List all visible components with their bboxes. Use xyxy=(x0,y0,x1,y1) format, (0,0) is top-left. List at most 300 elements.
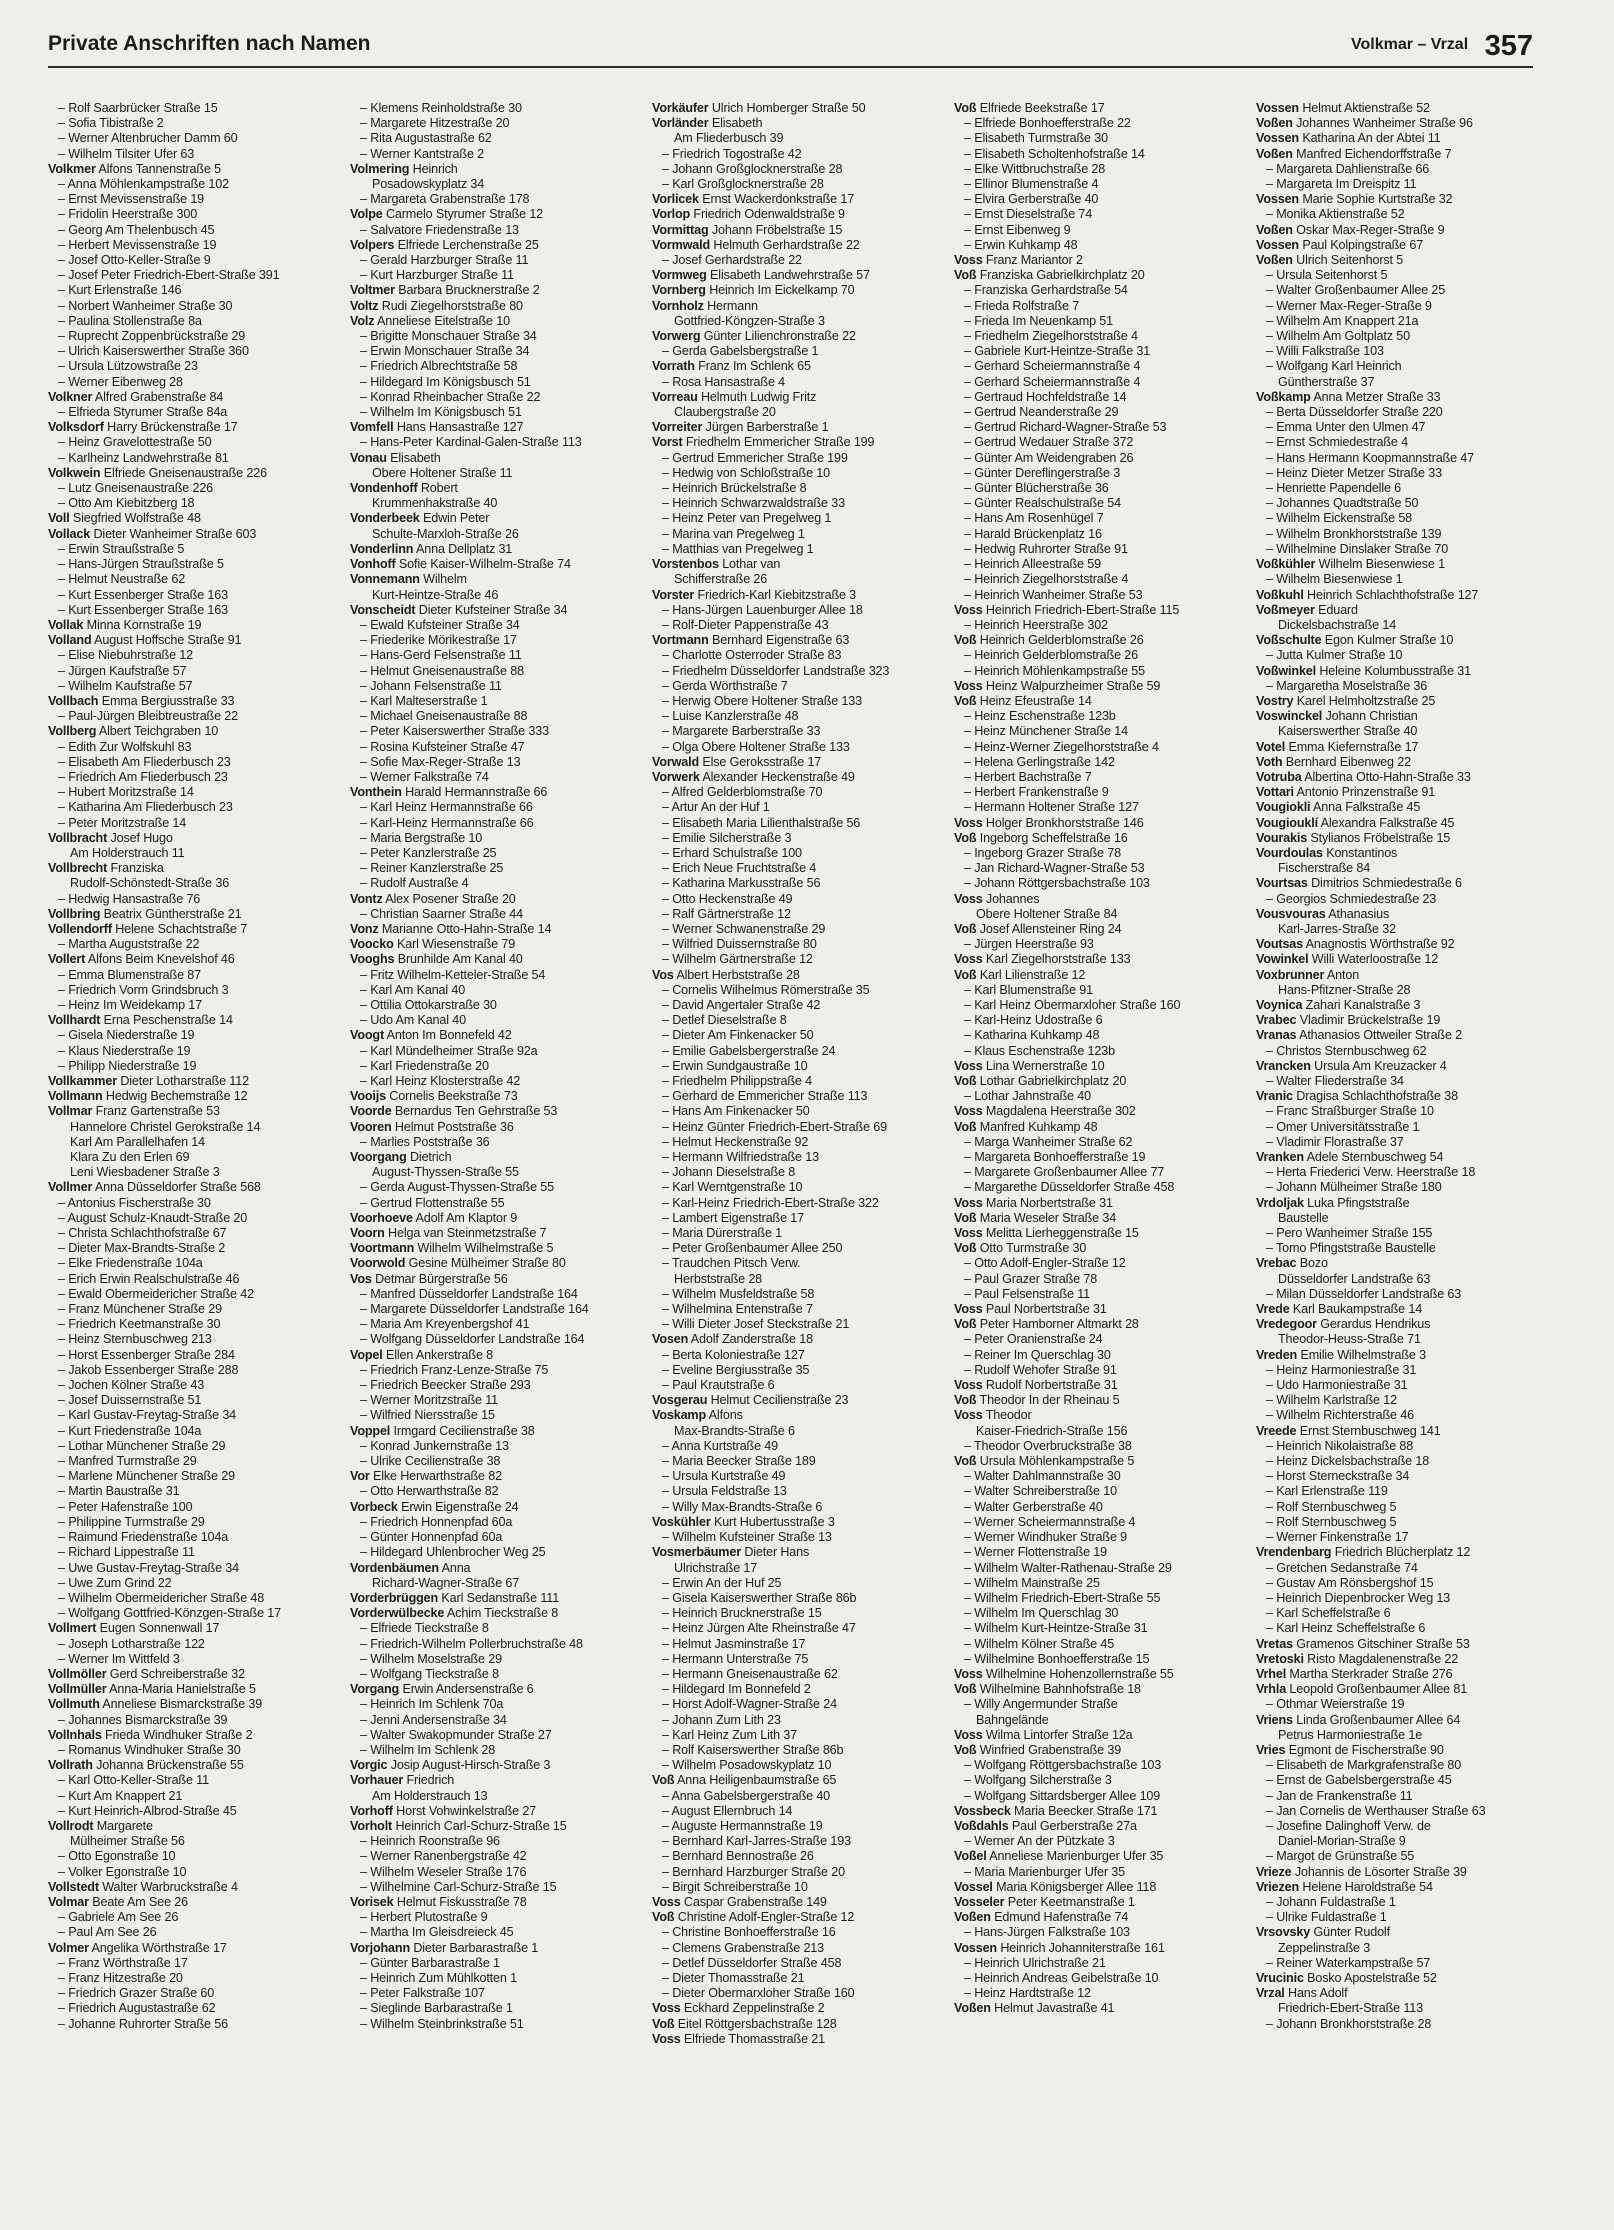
directory-entry: – Antonius Fischerstraße 30 xyxy=(58,1195,211,1210)
directory-entry: Vollak Minna Kornstraße 19 xyxy=(48,617,202,632)
directory-entry: Volmer Angelika Wörthstraße 17 xyxy=(48,1940,227,1955)
directory-entry: – Wilhelm Musfeldstraße 58 xyxy=(662,1286,815,1301)
directory-entry: Voßen Edmund Hafenstraße 74 xyxy=(954,1910,1129,1925)
directory-entry: – Günter Realschulstraße 54 xyxy=(964,496,1121,511)
directory-entry: – Paul Grazer Straße 78 xyxy=(964,1271,1098,1286)
directory-entry: – Karl Am Kanal 40 xyxy=(360,982,466,997)
name-range: Volkmar – Vrzal xyxy=(1351,36,1469,53)
directory-entry: – Friedrich Keetmanstraße 30 xyxy=(58,1317,221,1332)
directory-entry: Claubergstraße 20 xyxy=(674,405,776,420)
directory-entry: – Heinrich Brucknerstraße 15 xyxy=(662,1606,822,1621)
directory-entry: – Helena Gerlingstraße 142 xyxy=(964,754,1115,769)
directory-entry: Vorderbrüggen Karl Sedanstraße 111 xyxy=(350,1590,560,1605)
directory-entry: – Berta Düsseldorfer Straße 220 xyxy=(1266,405,1443,420)
directory-entry: – Gerda Wörthstraße 7 xyxy=(662,678,788,693)
directory-entry: Voss Maria Norbertstraße 31 xyxy=(954,1195,1113,1210)
directory-entry: Vorwald Else Geroksstraße 17 xyxy=(652,754,822,769)
directory-entry: Vrebac Bozo xyxy=(1256,1256,1328,1271)
directory-entry: – Margarete Düsseldorfer Landstraße 164 xyxy=(360,1302,589,1317)
directory-entry: – August Schulz-Knaudt-Straße 20 xyxy=(58,1210,248,1225)
directory-entry: – Heinrich Ulrichstraße 21 xyxy=(964,1955,1106,1970)
directory-entry: – Karl-Heinz Udostraße 6 xyxy=(964,1013,1103,1028)
directory-entry: – Charlotte Osterroder Straße 83 xyxy=(662,648,842,663)
page-header xyxy=(48,22,1533,68)
directory-entry: – Rudolf Austraße 4 xyxy=(360,876,469,891)
directory-entry: – Elvira Gerberstraße 40 xyxy=(964,192,1099,207)
directory-entry: – Karl Heinz Obermarxloher Straße 160 xyxy=(964,997,1181,1012)
directory-entry: – Karl Erlenstraße 119 xyxy=(1266,1484,1388,1499)
directory-entry: – Gabriele Kurt-Heintze-Straße 31 xyxy=(964,344,1151,359)
directory-entry: – Elfrieda Styrumer Straße 84a xyxy=(58,405,228,420)
directory-entry: – Udo Harmoniestraße 31 xyxy=(1266,1378,1408,1393)
directory-entry: Bahngelände xyxy=(976,1712,1049,1727)
directory-entry: – Hermann Holtener Straße 127 xyxy=(964,800,1139,815)
directory-entry: Vottari Antonio Prinzenstraße 91 xyxy=(1256,785,1436,800)
directory-entry: – Heinrich Schwarzwaldstraße 33 xyxy=(662,496,845,511)
directory-entry: – Friedrich Grazer Straße 60 xyxy=(58,1986,215,2001)
directory-entry: – Günter Blücherstraße 36 xyxy=(964,481,1109,496)
directory-entry: – Paul Am See 26 xyxy=(58,1925,157,1940)
directory-entry: Vonthein Harald Hermannstraße 66 xyxy=(350,785,548,800)
directory-entry: Vranas Athanasios Ottweiler Straße 2 xyxy=(1256,1028,1463,1043)
directory-entry: Vonscheidt Dieter Kufsteiner Straße 34 xyxy=(350,602,568,617)
directory-entry: Vourdoulas Konstantinos xyxy=(1256,845,1398,860)
directory-entry: Vooren Helmut Poststraße 36 xyxy=(350,1119,514,1134)
directory-entry: – Olga Obere Holtener Straße 133 xyxy=(662,739,850,754)
directory-entry: – Helmut Jasminstraße 17 xyxy=(662,1636,806,1651)
directory-entry: – Wilhelm Kaufstraße 57 xyxy=(58,678,193,693)
directory-entry: – Klaus Niederstraße 19 xyxy=(58,1043,191,1058)
directory-entry: Posadowskyplatz 34 xyxy=(372,177,485,192)
directory-entry: Voss Wilhelmine Hohenzollernstraße 55 xyxy=(954,1666,1174,1681)
directory-entry: Vorst Friedhelm Emmericher Straße 199 xyxy=(652,435,875,450)
directory-entry: – Johann Zum Lith 23 xyxy=(662,1712,781,1727)
directory-entry: Voss Heinrich Friedrich-Ebert-Straße 115 xyxy=(954,602,1180,617)
directory-entry: Voß Otto Turmstraße 30 xyxy=(954,1241,1087,1256)
directory-entry: Vorkäufer Ulrich Homberger Straße 50 xyxy=(652,101,866,115)
directory-entry: – Friedrich Beecker Straße 293 xyxy=(360,1378,531,1393)
directory-entry: – Erwin Kuhkamp 48 xyxy=(964,237,1078,252)
directory-entry: – Walter Dahlmannstraße 30 xyxy=(964,1469,1121,1484)
directory-entry: Kurt-Heintze-Straße 46 xyxy=(372,587,499,602)
directory-entry: – Wilhelm Steinbrinkstraße 51 xyxy=(360,2016,524,2031)
directory-entry: Vonhoff Sofie Kaiser-Wilhelm-Straße 74 xyxy=(350,557,571,572)
directory-entry: – Wilhelm Am Knappert 21a xyxy=(1266,313,1419,328)
directory-entry: – Wolfgang Silcherstraße 3 xyxy=(964,1773,1112,1788)
directory-entry: – Karl Heinz Klosterstraße 42 xyxy=(360,1074,521,1088)
directory-entry: Vredegoor Gerardus Hendrikus xyxy=(1256,1317,1431,1332)
directory-entry: Voß Josef Allensteiner Ring 24 xyxy=(954,921,1122,936)
directory-entry: Vrieze Johannis de Lösorter Straße 39 xyxy=(1256,1864,1467,1879)
directory-entry: – Ralf Gärtnerstraße 12 xyxy=(662,906,791,921)
directory-entry: – Lothar Münchener Straße 29 xyxy=(58,1438,226,1453)
directory-entry: – Walter Schreiberstraße 10 xyxy=(964,1484,1117,1499)
directory-entry: Voss Holger Bronkhorststraße 146 xyxy=(954,815,1144,830)
directory-entry: Karl Am Parallelhafen 14 xyxy=(70,1134,206,1149)
directory-entry: – Karl Mündelheimer Straße 92a xyxy=(360,1043,538,1058)
directory-entry: Voß Winfried Grabenstraße 39 xyxy=(954,1742,1122,1757)
directory-entry: Voss Magdalena Heerstraße 302 xyxy=(954,1104,1136,1119)
directory-entry: Voß Theodor In der Rheinau 5 xyxy=(954,1393,1120,1408)
directory-entry: Voss Elfriede Thomasstraße 21 xyxy=(652,2031,825,2046)
directory-entry: – Franziska Gerhardstraße 54 xyxy=(964,283,1128,298)
directory-entry: Volpers Elfriede Lerchenstraße 25 xyxy=(350,237,539,252)
directory-entry: Voth Bernhard Eibenweg 22 xyxy=(1256,754,1411,769)
directory-entry: – Georg Am Thelenbusch 45 xyxy=(58,222,215,237)
directory-entry: – Willy Angermunder Straße xyxy=(964,1697,1118,1712)
directory-entry: – Heinz Jürgen Alte Rheinstraße 47 xyxy=(662,1621,856,1636)
directory-entry: – Maria Beecker Straße 189 xyxy=(662,1454,816,1469)
directory-entry: – Theodor Overbruckstraße 38 xyxy=(964,1438,1132,1453)
directory-entry: – Heinrich Diepenbrocker Weg 13 xyxy=(1266,1590,1451,1605)
directory-entry: – Gertraud Hochfeldstraße 14 xyxy=(964,389,1127,404)
directory-entry: Vormittag Johann Fröbelstraße 15 xyxy=(652,222,843,237)
directory-entry: – Herbert Frankenstraße 9 xyxy=(964,785,1109,800)
directory-entry: Vossen Heinrich Johanniterstraße 161 xyxy=(954,1940,1165,1955)
directory-entry: – Paul Felsenstraße 11 xyxy=(964,1286,1090,1301)
directory-entry: – Margarete Großenbaumer Allee 77 xyxy=(964,1165,1165,1180)
directory-entry: – Marlene Münchener Straße 29 xyxy=(58,1469,235,1484)
directory-entry: Richard-Wagner-Straße 67 xyxy=(372,1575,520,1590)
directory-entry: Vorstenbos Lothar van xyxy=(652,557,781,572)
directory-entry: – Kurt Am Knappert 21 xyxy=(58,1788,183,1803)
directory-entry: – Helmut Heckenstraße 92 xyxy=(662,1134,809,1149)
directory-entry: – Wilhelm Karlstraße 12 xyxy=(1266,1393,1397,1408)
directory-entry: – Maria Am Kreyenbergshof 41 xyxy=(360,1317,530,1332)
directory-entry: – Ewald Kufsteiner Straße 34 xyxy=(360,617,520,632)
directory-entry: Vooghs Brunhilde Am Kanal 40 xyxy=(350,952,523,967)
directory-entry: – Emilie Gabelsbergerstraße 24 xyxy=(662,1043,836,1058)
directory-entry: – Erwin Sundgaustraße 10 xyxy=(662,1058,808,1073)
directory-entry: – Paul Krautstraße 6 xyxy=(662,1378,775,1393)
directory-entry: – Otto Heckenstraße 49 xyxy=(662,891,793,906)
directory-entry: Am Holderstrauch 13 xyxy=(372,1788,488,1803)
directory-entry: Voßen Ulrich Seitenhorst 5 xyxy=(1256,253,1404,268)
directory-entry: – Milan Düsseldorfer Landstraße 63 xyxy=(1266,1286,1462,1301)
directory-entry: – Werner Im Wittfeld 3 xyxy=(58,1651,180,1666)
directory-entry: – Detlef Dieselstraße 8 xyxy=(662,1013,787,1028)
directory-entry: Vonnemann Wilhelm xyxy=(350,572,467,587)
directory-entry: – Johann Großglocknerstraße 28 xyxy=(662,161,843,176)
directory-entry: Leni Wiesbadener Straße 3 xyxy=(70,1165,220,1180)
directory-entry: – Karl Gustav-Freytag-Straße 34 xyxy=(58,1408,237,1423)
directory-entry: Vollbrecht Franziska xyxy=(48,861,164,876)
directory-entry: – Ernst Mevissenstraße 19 xyxy=(58,192,205,207)
directory-entry: – Hans-Jürgen Falkstraße 103 xyxy=(964,1925,1130,1940)
directory-entry: – Wilhelm Walter-Rathenau-Straße 29 xyxy=(964,1560,1172,1575)
directory-entry: Voßen Johannes Wanheimer Straße 96 xyxy=(1256,116,1473,131)
directory-entry: – Rudolf Wehofer Straße 91 xyxy=(964,1362,1117,1377)
directory-entry: – Matthias van Pregelweg 1 xyxy=(662,541,814,556)
directory-entry: – Traudchen Pitsch Verw. xyxy=(662,1256,801,1271)
directory-entry: – Ruprecht Zoppenbrückstraße 29 xyxy=(58,329,246,344)
directory-entry: Votel Emma Kiefernstraße 17 xyxy=(1256,739,1419,754)
directory-entry: – Friedrich Honnenpfad 60a xyxy=(360,1514,513,1529)
directory-entry: Kaiserswerther Straße 40 xyxy=(1278,724,1418,739)
directory-entry: – Kurt Friedenstraße 104a xyxy=(58,1423,202,1438)
directory-entry: – Margarete Hitzestraße 20 xyxy=(360,116,510,131)
directory-entry: – Heinz Im Weidekamp 17 xyxy=(58,997,203,1012)
directory-entry: – Elisabeth Turmstraße 30 xyxy=(964,131,1108,146)
directory-entry: Voocko Karl Wiesenstraße 79 xyxy=(350,937,516,952)
directory-entry: – Tomo Pfingststraße Baustelle xyxy=(1266,1241,1436,1256)
directory-entry: – Heinz Münchener Straße 14 xyxy=(964,724,1128,739)
directory-entry: – Gertrud Wedauer Straße 372 xyxy=(964,435,1134,450)
directory-entry: Dickelsbachstraße 14 xyxy=(1278,617,1397,632)
directory-entry: – Manfred Turmstraße 29 xyxy=(58,1454,197,1469)
directory-entry: – Heinz-Werner Ziegelhorststraße 4 xyxy=(964,739,1159,754)
directory-entry: Am Holderstrauch 11 xyxy=(70,845,185,860)
directory-entry: – Heinz Günter Friedrich-Ebert-Straße 69 xyxy=(662,1119,887,1134)
directory-entry: – Uwe Zum Grind 22 xyxy=(58,1575,172,1590)
directory-entry: – Wilhelm Eickenstraße 58 xyxy=(1266,511,1413,526)
directory-entry: Vorwerg Günter Lilienchronstraße 22 xyxy=(652,329,856,344)
directory-entry: Rudolf-Schönstedt-Straße 36 xyxy=(70,876,230,891)
directory-entry: – Wilhelm Richterstraße 46 xyxy=(1266,1408,1414,1423)
directory-entry: – Birgit Schreiberstraße 10 xyxy=(662,1879,808,1894)
directory-entry: Vorlicek Ernst Wackerdonkstraße 17 xyxy=(652,192,855,207)
directory-entry: – Kurt Heinrich-Albrod-Straße 45 xyxy=(58,1803,237,1818)
directory-entry: Voskühler Kurt Hubertusstraße 3 xyxy=(652,1514,835,1529)
directory-entry: Ulrichstraße 17 xyxy=(674,1560,758,1575)
directory-entry: Vreede Ernst Sternbuschweg 141 xyxy=(1256,1423,1441,1438)
directory-entry: Voßmeyer Eduard xyxy=(1256,602,1358,617)
directory-entry: – Ellinor Blumenstraße 4 xyxy=(964,177,1099,192)
directory-entry: – Kurt Erlenstraße 146 xyxy=(58,283,182,298)
directory-entry: – Heinz Dickelsbachstraße 18 xyxy=(1266,1454,1430,1469)
directory-entry: Vornholz Hermann xyxy=(652,298,758,313)
directory-entry: – Berta Koloniestraße 127 xyxy=(662,1347,805,1362)
directory-entry: – Herta Friederici Verw. Heerstraße 18 xyxy=(1266,1165,1476,1180)
directory-entry: – Harald Brückenplatz 16 xyxy=(964,526,1102,541)
directory-entry: – Ernst Dieselstraße 74 xyxy=(964,207,1093,222)
directory-entry: Voynica Zahari Kanalstraße 3 xyxy=(1256,997,1421,1012)
directory-entry: – Maria Dürerstraße 1 xyxy=(662,1226,783,1241)
directory-entry: – Herbert Mevissenstraße 19 xyxy=(58,237,217,252)
directory-entry: Voorn Helga van Steinmetzstraße 7 xyxy=(350,1226,547,1241)
directory-entry: Voß Heinrich Gelderblomstraße 26 xyxy=(954,633,1144,648)
directory-entry: – Ernst de Gabelsbergerstraße 45 xyxy=(1266,1773,1452,1788)
directory-entry: Vossel Maria Königsberger Allee 118 xyxy=(954,1879,1157,1894)
directory-entry: – Heinrich Heerstraße 302 xyxy=(964,617,1108,632)
directory-entry: Voskamp Alfons xyxy=(652,1408,743,1423)
directory-entry: – Sofie Max-Reger-Straße 13 xyxy=(360,754,521,769)
directory-entry: Vopel Ellen Ankerstraße 8 xyxy=(350,1347,494,1362)
directory-entry: – Horst Sterneckstraße 34 xyxy=(1266,1469,1410,1484)
directory-entry: – Jakob Essenberger Straße 288 xyxy=(58,1362,239,1377)
directory-entry: – Heinrich Wanheimer Straße 53 xyxy=(964,587,1143,602)
directory-entry: Voßschulte Egon Kulmer Straße 10 xyxy=(1256,633,1454,648)
directory-entry: Düsseldorfer Landstraße 63 xyxy=(1278,1271,1431,1286)
directory-entry: Vriens Linda Großenbaumer Allee 64 xyxy=(1256,1712,1461,1727)
directory-entry: – Gerda August-Thyssen-Straße 55 xyxy=(360,1180,555,1195)
directory-entry: Vougiouklí Alexandra Falkstraße 45 xyxy=(1256,815,1455,830)
directory-entry: – Jochen Kölner Straße 43 xyxy=(58,1378,205,1393)
directory-entry: – Karl Otto-Keller-Straße 11 xyxy=(58,1773,209,1788)
directory-entry: Voßen Manfred Eichendorffstraße 7 xyxy=(1256,146,1452,161)
directory-entry: Vousvouras Athanasius xyxy=(1256,906,1390,921)
directory-entry: – David Angertaler Straße 42 xyxy=(662,997,821,1012)
directory-entry: – Werner Altenbrucher Damm 60 xyxy=(58,131,238,146)
directory-entry: Vrhla Leopold Großenbaumer Allee 81 xyxy=(1256,1682,1468,1697)
directory-entry: – Wilhelm Biesenwiese 1 xyxy=(1266,572,1403,587)
directory-entry: Vorisek Helmut Fiskusstraße 78 xyxy=(350,1894,527,1909)
directory-entry: – Brigitte Monschauer Straße 34 xyxy=(360,329,537,344)
directory-entry: Krummenhakstraße 40 xyxy=(372,496,498,511)
directory-entry: – Margareta Im Dreispitz 11 xyxy=(1266,177,1417,192)
directory-entry: – Wilhelm Kurt-Heintze-Straße 31 xyxy=(964,1621,1148,1636)
directory-entry: – Christian Saarner Straße 44 xyxy=(360,906,523,921)
directory-entry: – Sieglinde Barbarastraße 1 xyxy=(360,2001,513,2016)
directory-entry: – Werner Falkstraße 74 xyxy=(360,769,489,784)
directory-entry: – Günter Am Weidengraben 26 xyxy=(964,450,1134,465)
directory-entry: – Frieda Im Neuenkamp 51 xyxy=(964,313,1114,328)
directory-entry: – Gretchen Sedanstraße 74 xyxy=(1266,1560,1418,1575)
directory-entry: Voss Karl Ziegelhorststraße 133 xyxy=(954,952,1131,967)
directory-entry: – Klaus Eschenstraße 123b xyxy=(964,1043,1115,1058)
directory-entry: – Henriette Papendelle 6 xyxy=(1266,481,1402,496)
directory-entry: – Detlef Düsseldorfer Straße 458 xyxy=(662,1955,842,1970)
directory-entry: Vollmüller Anna-Maria Hanielstraße 5 xyxy=(48,1682,256,1697)
directory-entry: – Jan Richard-Wagner-Straße 53 xyxy=(964,861,1145,876)
directory-entry: – Johanne Ruhrorter Straße 56 xyxy=(58,2016,228,2031)
directory-entry: Voßdahls Paul Gerberstraße 27a xyxy=(954,1818,1137,1833)
directory-entry: – Franz Hitzestraße 20 xyxy=(58,1970,183,1985)
directory-entry: Voorde Bernardus Ten Gehrstraße 53 xyxy=(350,1104,558,1119)
directory-entry: – Clemens Grabenstraße 213 xyxy=(662,1940,825,1955)
directory-entry: Voß Christine Adolf-Engler-Straße 12 xyxy=(652,1910,855,1925)
directory-entry: Voß Franziska Gabrielkirchplatz 20 xyxy=(954,268,1145,283)
directory-entry: – Rolf Sternbuschweg 5 xyxy=(1266,1499,1397,1514)
directory-entry: Voß Wilhelmine Bahnhofstraße 18 xyxy=(954,1682,1141,1697)
directory-entry: – Otto Herwarthstraße 82 xyxy=(360,1484,499,1499)
directory-entry: – Heinrich Andreas Geibelstraße 10 xyxy=(964,1970,1159,1985)
directory-entry: – Gertrud Neanderstraße 29 xyxy=(964,405,1119,420)
directory-entry: Voßel Anneliese Marienburger Ufer 35 xyxy=(954,1849,1164,1864)
directory-entry: – Walter Fliederstraße 34 xyxy=(1266,1074,1404,1088)
directory-entry: – Franz Wörthstraße 17 xyxy=(58,1955,188,1970)
directory-entry: Voutsas Anagnostis Wörthstraße 92 xyxy=(1256,937,1455,952)
directory-entry: Vollbracht Josef Hugo xyxy=(48,830,173,845)
directory-entry: – Volker Egonstraße 10 xyxy=(58,1864,187,1879)
directory-entry: – Erhard Schulstraße 100 xyxy=(662,845,802,860)
directory-entry: – Friedrich-Wilhelm Pollerbruchstraße 48 xyxy=(360,1636,583,1651)
directory-entry: Vorrath Franz Im Schlenk 65 xyxy=(652,359,811,374)
directory-entry: – Gerhard de Emmericher Straße 113 xyxy=(662,1089,868,1104)
directory-entry: – Ursula Lützowstraße 23 xyxy=(58,359,198,374)
directory-entry: – Ewald Obermeidericher Straße 42 xyxy=(58,1286,254,1301)
directory-entry: – Othmar Weierstraße 19 xyxy=(1266,1697,1405,1712)
directory-entry: Obere Holtener Straße 84 xyxy=(976,906,1118,921)
directory-entry: – Johannes Quadtstraße 50 xyxy=(1266,496,1419,511)
directory-entry: – Heinz Eschenstraße 123b xyxy=(964,709,1116,724)
directory-entry: Volmar Beate Am See 26 xyxy=(48,1894,188,1909)
page-number: 357 xyxy=(1484,30,1533,62)
directory-entry: Vorgic Josip August-Hirsch-Straße 3 xyxy=(350,1758,551,1773)
directory-entry: Vondenhoff Robert xyxy=(350,481,458,496)
directory-entry: – Rolf Sternbuschweg 5 xyxy=(1266,1514,1397,1529)
directory-entry: – Elke Wittbruchstraße 28 xyxy=(964,161,1106,176)
directory-entry: Gottfried-Köngzen-Straße 3 xyxy=(674,313,825,328)
directory-entry: Voppel Irmgard Cecilienstraße 38 xyxy=(350,1423,535,1438)
directory-entry: – Martha Auguststraße 22 xyxy=(58,937,200,952)
directory-entry: Vranic Dragisa Schlachthofstraße 38 xyxy=(1256,1089,1458,1104)
directory-entry: Vranken Adele Sternbuschweg 54 xyxy=(1256,1150,1444,1165)
directory-entry: – Romanus Windhuker Straße 30 xyxy=(58,1742,241,1757)
directory-entry: – Hubert Moritzstraße 14 xyxy=(58,785,194,800)
directory-entry: – Wolfgang Tieckstraße 8 xyxy=(360,1666,499,1681)
directory-entry: – Salvatore Friedenstraße 13 xyxy=(360,222,519,237)
directory-entry: – Wilhelm Kufsteiner Straße 13 xyxy=(662,1530,832,1545)
directory-entry: – Wilhelm Am Goltplatz 50 xyxy=(1266,329,1410,344)
directory-entry: – Wilfried Niersstraße 15 xyxy=(360,1408,495,1423)
directory-entry: – Elisabeth Maria Lilienthalstraße 56 xyxy=(662,815,861,830)
directory-entry: Vossen Marie Sophie Kurtstraße 32 xyxy=(1256,192,1453,207)
directory-entry: – Hans Am Finkenacker 50 xyxy=(662,1104,810,1119)
directory-entry: – Peter Großenbaumer Allee 250 xyxy=(662,1241,843,1256)
directory-entry: Vormweg Elisabeth Landwehrstraße 57 xyxy=(652,268,870,283)
directory-entry: – Wilhelm Moselstraße 29 xyxy=(360,1651,502,1666)
directory-entry: Vordenbäumen Anna xyxy=(350,1560,471,1575)
directory-entry: – Erwin Monschauer Straße 34 xyxy=(360,344,530,359)
directory-entry: Voss Eckhard Zeppelinstraße 2 xyxy=(652,2001,825,2016)
directory-entry: – Walter Großenbaumer Allee 25 xyxy=(1266,283,1446,298)
directory-entry: – Wilhelmine Carl-Schurz-Straße 15 xyxy=(360,1879,557,1894)
directory-entry: Vriezen Helene Haroldstraße 54 xyxy=(1256,1879,1433,1894)
directory-entry: – Karl Friedenstraße 20 xyxy=(360,1058,489,1073)
directory-entry: – Georgios Schmiedestraße 23 xyxy=(1266,891,1437,906)
directory-entry: – Margarethe Düsseldorfer Straße 458 xyxy=(964,1180,1175,1195)
directory-entry: Voogt Anton Im Bonnefeld 42 xyxy=(350,1028,512,1043)
directory-entry: – Peter Moritzstraße 14 xyxy=(58,815,187,830)
directory-entry: – Friedrich Albrechtstraße 58 xyxy=(360,359,518,374)
directory-entry: – Günter Honnenpfad 60a xyxy=(360,1530,503,1545)
directory-entry: Vollberg Albert Teichgraben 10 xyxy=(48,724,219,739)
directory-entry: – Dieter Obermarxloher Straße 160 xyxy=(662,1986,855,2001)
directory-entry: – Alfred Gelderblomstraße 70 xyxy=(662,785,823,800)
directory-entry: Güntherstraße 37 xyxy=(1278,374,1375,389)
directory-entry: Vossen Paul Kolpingstraße 67 xyxy=(1256,237,1424,252)
directory-entry: Voortmann Wilhelm Wilhelmstraße 5 xyxy=(350,1241,554,1256)
directory-entry: – Wilhelmine Bonhoefferstraße 15 xyxy=(964,1651,1150,1666)
directory-entry: – Elisabeth Scholtenhofstraße 14 xyxy=(964,146,1145,161)
directory-entry: – Margareta Bonhoefferstraße 19 xyxy=(964,1150,1146,1165)
directory-entry: – Peter Falkstraße 107 xyxy=(360,1986,485,2001)
directory-entry: – Wolfgang Röttgersbachstraße 103 xyxy=(964,1758,1162,1773)
directory-entry: Vretoski Risto Magdalenenstraße 22 xyxy=(1256,1651,1459,1666)
directory-columns xyxy=(48,101,1538,2211)
directory-entry: – Margaretha Moselstraße 36 xyxy=(1266,678,1428,693)
directory-entry: Vollrath Johanna Brückenstraße 55 xyxy=(48,1758,244,1773)
directory-entry: – Philipp Niederstraße 19 xyxy=(58,1058,197,1073)
directory-entry: Vrancken Ursula Am Kreuzacker 4 xyxy=(1256,1058,1447,1073)
directory-entry: – Franz Münchener Straße 29 xyxy=(58,1302,222,1317)
directory-entry: – Michael Gneisenaustraße 88 xyxy=(360,709,528,724)
directory-entry: – Elisabeth Am Fliederbusch 23 xyxy=(58,754,231,769)
directory-entry: Vorjohann Dieter Barbarastraße 1 xyxy=(350,1940,539,1955)
directory-entry: Vorlop Friedrich Odenwaldstraße 9 xyxy=(652,207,845,222)
directory-entry: – Werner Ranenbergstraße 42 xyxy=(360,1849,527,1864)
directory-entry: – Johann Dieselstraße 8 xyxy=(662,1165,796,1180)
directory-entry: Voßkuhl Heinrich Schlachthofstraße 127 xyxy=(1256,587,1479,602)
directory-entry: – Hermann Wilfriedstraße 13 xyxy=(662,1150,819,1165)
directory-entry: Voßen Oskar Max-Reger-Straße 9 xyxy=(1256,222,1445,237)
directory-entry: – Walter Gerberstraße 40 xyxy=(964,1499,1103,1514)
directory-entry: Vougiokli Anna Falkstraße 45 xyxy=(1256,800,1421,815)
directory-entry: Mülheimer Straße 56 xyxy=(70,1834,185,1849)
directory-entry: – Heinrich Alleestraße 59 xyxy=(964,557,1101,572)
directory-entry: Volksdorf Harry Brückenstraße 17 xyxy=(48,420,238,435)
